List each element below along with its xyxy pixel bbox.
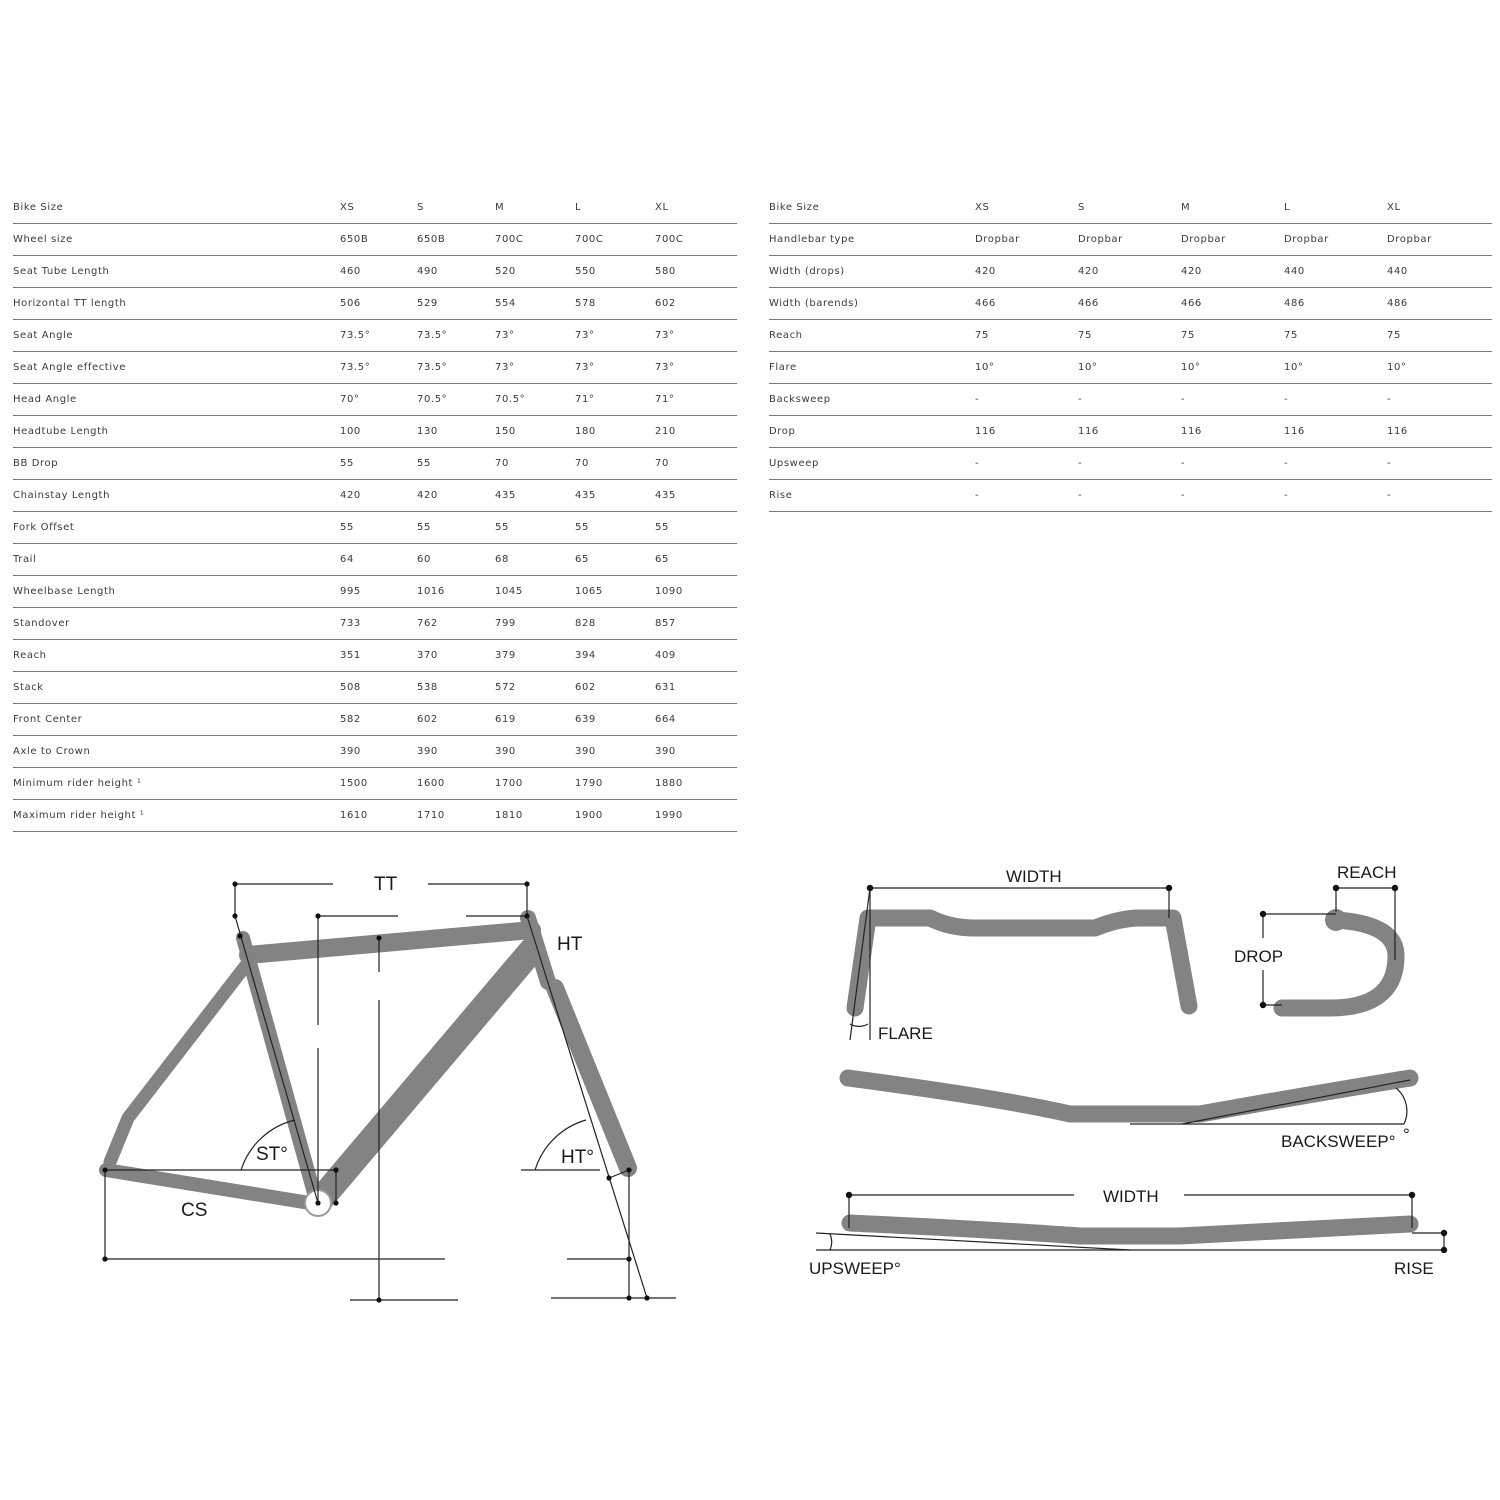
- row-value: 70.5°: [495, 384, 575, 416]
- row-value: 379: [495, 640, 575, 672]
- row-label: Seat Angle effective: [13, 352, 340, 384]
- size-header: M: [1181, 192, 1284, 224]
- row-value: 75: [1078, 320, 1181, 352]
- row-value: 55: [417, 512, 495, 544]
- handlebar-rear-view: [850, 1223, 1410, 1236]
- row-value: 65: [575, 544, 655, 576]
- row-value: 700C: [575, 224, 655, 256]
- row-label: BB Drop: [13, 448, 340, 480]
- size-header: S: [417, 192, 495, 224]
- row-value: 73.5°: [340, 352, 417, 384]
- row-label: Minimum rider height ¹: [13, 768, 340, 800]
- row-value: 55: [340, 448, 417, 480]
- row-value: 580: [655, 256, 737, 288]
- row-value: 460: [340, 256, 417, 288]
- row-value: 73.5°: [340, 320, 417, 352]
- row-label: Seat Angle: [13, 320, 340, 352]
- row-value: 435: [495, 480, 575, 512]
- row-value: 420: [975, 256, 1078, 288]
- row-value: 116: [1284, 416, 1387, 448]
- table-row: [13, 352, 737, 384]
- row-value: 1710: [417, 800, 495, 832]
- row-value: 75: [1387, 320, 1492, 352]
- row-value: 116: [1181, 416, 1284, 448]
- row-value: 486: [1284, 288, 1387, 320]
- table-row: [13, 384, 737, 416]
- fork: [555, 988, 628, 1168]
- row-value: 73.5°: [417, 352, 495, 384]
- row-value: 700C: [495, 224, 575, 256]
- row-value: 1900: [575, 800, 655, 832]
- ht-angle-label: HT°: [561, 1147, 594, 1168]
- row-value: 435: [575, 480, 655, 512]
- table-row: [13, 672, 737, 704]
- row-label: Wheel size: [13, 224, 340, 256]
- size-header: S: [1078, 192, 1181, 224]
- row-value: 828: [575, 608, 655, 640]
- row-value: 520: [495, 256, 575, 288]
- hood-clamp: [1325, 909, 1347, 931]
- down-tube: [322, 950, 532, 1198]
- row-value: 639: [575, 704, 655, 736]
- row-label: Horizontal TT length: [13, 288, 340, 320]
- row-label: Trail: [13, 544, 340, 576]
- row-value: 578: [575, 288, 655, 320]
- row-value: 10°: [1387, 352, 1492, 384]
- row-value: 68: [495, 544, 575, 576]
- table-row: [769, 352, 1492, 384]
- row-value: 73°: [575, 352, 655, 384]
- row-value: -: [1078, 480, 1181, 512]
- row-value: 1045: [495, 576, 575, 608]
- row-value: Dropbar: [975, 224, 1078, 256]
- row-value: 1990: [655, 800, 737, 832]
- row-value: -: [1181, 384, 1284, 416]
- size-header: M: [495, 192, 575, 224]
- upsweep-label: UPSWEEP°: [809, 1259, 901, 1278]
- row-value: 420: [1078, 256, 1181, 288]
- row-value: 420: [1181, 256, 1284, 288]
- row-value: 1500: [340, 768, 417, 800]
- backsweep-label: BACKSWEEP°: [1281, 1132, 1396, 1151]
- row-value: 582: [340, 704, 417, 736]
- row-value: 390: [575, 736, 655, 768]
- table-row: [13, 768, 737, 800]
- row-label: Width (drops): [769, 256, 975, 288]
- table-row: [769, 288, 1492, 320]
- row-value: 55: [495, 512, 575, 544]
- handlebar-front-view: [855, 918, 1189, 1008]
- row-value: 10°: [1181, 352, 1284, 384]
- row-value: 390: [495, 736, 575, 768]
- row-value: 73°: [495, 352, 575, 384]
- table-row: [13, 416, 737, 448]
- size-header: L: [1284, 192, 1387, 224]
- row-label: Headtube Length: [13, 416, 340, 448]
- row-value: 435: [655, 480, 737, 512]
- row-value: 1700: [495, 768, 575, 800]
- row-value: 762: [417, 608, 495, 640]
- row-value: Dropbar: [1387, 224, 1492, 256]
- row-value: 1810: [495, 800, 575, 832]
- row-value: 71°: [655, 384, 737, 416]
- row-value: 619: [495, 704, 575, 736]
- row-value: 486: [1387, 288, 1492, 320]
- row-label: Stack: [13, 672, 340, 704]
- row-label: Standover: [13, 608, 340, 640]
- row-value: 490: [417, 256, 495, 288]
- row-value: 466: [975, 288, 1078, 320]
- row-value: 799: [495, 608, 575, 640]
- backsweep-degree-mark: °: [1403, 1125, 1410, 1144]
- table-row: [769, 448, 1492, 480]
- table-row: [13, 512, 737, 544]
- row-value: -: [975, 480, 1078, 512]
- row-value: 1065: [575, 576, 655, 608]
- row-value: 394: [575, 640, 655, 672]
- row-value: 65: [655, 544, 737, 576]
- row-value: 1600: [417, 768, 495, 800]
- row-value: 602: [655, 288, 737, 320]
- row-value: 73°: [655, 320, 737, 352]
- table-row: [13, 800, 737, 832]
- row-label: Seat Tube Length: [13, 256, 340, 288]
- row-value: 550: [575, 256, 655, 288]
- width-top-label: WIDTH: [1006, 867, 1062, 886]
- row-value: -: [1387, 480, 1492, 512]
- row-value: 70: [575, 448, 655, 480]
- row-value: 506: [340, 288, 417, 320]
- row-value: 10°: [1078, 352, 1181, 384]
- row-value: 73°: [575, 320, 655, 352]
- row-value: 64: [340, 544, 417, 576]
- row-value: -: [1284, 448, 1387, 480]
- handlebar-geometry-diagram: [760, 840, 1500, 1300]
- row-value: 1016: [417, 576, 495, 608]
- ht-label: HT: [557, 934, 583, 955]
- row-value: 75: [1181, 320, 1284, 352]
- row-value: 10°: [1284, 352, 1387, 384]
- row-value: Dropbar: [1181, 224, 1284, 256]
- row-value: 100: [340, 416, 417, 448]
- row-label: Fork Offset: [13, 512, 340, 544]
- table-header-row: [769, 192, 1492, 224]
- table-row: [13, 736, 737, 768]
- flare-label: FLARE: [878, 1024, 933, 1043]
- table-row: [769, 320, 1492, 352]
- row-value: -: [1387, 448, 1492, 480]
- row-label: Chainstay Length: [13, 480, 340, 512]
- row-value: 60: [417, 544, 495, 576]
- table-row: [13, 288, 737, 320]
- tt-label: TT: [374, 874, 398, 895]
- row-label: Head Angle: [13, 384, 340, 416]
- row-value: 664: [655, 704, 737, 736]
- row-value: 73°: [655, 352, 737, 384]
- row-value: -: [1284, 384, 1387, 416]
- handlebar-side-view: [1282, 920, 1396, 1008]
- row-value: 130: [417, 416, 495, 448]
- row-value: 210: [655, 416, 737, 448]
- row-value: 700C: [655, 224, 737, 256]
- row-value: 466: [1078, 288, 1181, 320]
- row-value: 631: [655, 672, 737, 704]
- row-value: 409: [655, 640, 737, 672]
- row-value: 650B: [417, 224, 495, 256]
- row-label: Rise: [769, 480, 975, 512]
- drop-label: DROP: [1234, 947, 1284, 966]
- row-label: Axle to Crown: [13, 736, 340, 768]
- size-header: L: [575, 192, 655, 224]
- table-header-row: [13, 192, 737, 224]
- row-label: Drop: [769, 416, 975, 448]
- row-value: 10°: [975, 352, 1078, 384]
- row-value: -: [975, 384, 1078, 416]
- row-value: 1610: [340, 800, 417, 832]
- row-value: 351: [340, 640, 417, 672]
- row-value: -: [1078, 448, 1181, 480]
- row-value: 733: [340, 608, 417, 640]
- table-row: [769, 384, 1492, 416]
- row-label: Reach: [769, 320, 975, 352]
- row-value: -: [1181, 480, 1284, 512]
- row-value: 116: [1078, 416, 1181, 448]
- row-value: 538: [417, 672, 495, 704]
- row-value: 390: [417, 736, 495, 768]
- row-label: Backsweep: [769, 384, 975, 416]
- row-value: 390: [655, 736, 737, 768]
- size-header: XS: [975, 192, 1078, 224]
- row-value: 70: [495, 448, 575, 480]
- row-value: 55: [655, 512, 737, 544]
- row-value: 75: [1284, 320, 1387, 352]
- row-value: 440: [1387, 256, 1492, 288]
- row-value: Dropbar: [1078, 224, 1181, 256]
- top-tube: [248, 930, 532, 955]
- table-row: [769, 224, 1492, 256]
- size-header: XL: [655, 192, 737, 224]
- row-value: 650B: [340, 224, 417, 256]
- row-value: 1090: [655, 576, 737, 608]
- row-value: 73°: [495, 320, 575, 352]
- row-value: 857: [655, 608, 737, 640]
- table-row: [13, 704, 737, 736]
- row-label: Reach: [13, 640, 340, 672]
- row-value: 1880: [655, 768, 737, 800]
- row-value: 572: [495, 672, 575, 704]
- table-row: [13, 320, 737, 352]
- row-label: Front Center: [13, 704, 340, 736]
- table-row: [13, 448, 737, 480]
- table-row: [13, 256, 737, 288]
- rise-label: RISE: [1394, 1259, 1434, 1278]
- size-header: XS: [340, 192, 417, 224]
- frame-tubes: [106, 918, 628, 1204]
- chain-stay: [106, 1170, 316, 1204]
- row-value: 71°: [575, 384, 655, 416]
- row-value: -: [1387, 384, 1492, 416]
- row-value: 529: [417, 288, 495, 320]
- table-row: [13, 224, 737, 256]
- row-value: -: [975, 448, 1078, 480]
- row-value: 70°: [340, 384, 417, 416]
- table-row: [13, 480, 737, 512]
- cs-label: CS: [181, 1200, 208, 1221]
- row-value: 466: [1181, 288, 1284, 320]
- table-row: [13, 608, 737, 640]
- row-label: Maximum rider height ¹: [13, 800, 340, 832]
- row-label: Upsweep: [769, 448, 975, 480]
- row-value: 370: [417, 640, 495, 672]
- row-value: 116: [975, 416, 1078, 448]
- st-angle-label: ST°: [256, 1144, 288, 1165]
- row-value: 1790: [575, 768, 655, 800]
- seat-stay: [110, 960, 250, 1162]
- table-row: [13, 544, 737, 576]
- handlebar-table: [769, 192, 1492, 512]
- row-value: 180: [575, 416, 655, 448]
- row-value: 602: [417, 704, 495, 736]
- width-bottom-label: WIDTH: [1103, 1187, 1159, 1206]
- row-value: 70.5°: [417, 384, 495, 416]
- table-row: [769, 480, 1492, 512]
- row-label: Width (barends): [769, 288, 975, 320]
- header-label: Bike Size: [769, 192, 975, 224]
- table-row: [13, 576, 737, 608]
- table-row: [13, 640, 737, 672]
- geometry-table: [13, 192, 737, 832]
- row-value: 554: [495, 288, 575, 320]
- row-value: 55: [575, 512, 655, 544]
- row-value: 508: [340, 672, 417, 704]
- row-value: 150: [495, 416, 575, 448]
- row-value: 420: [417, 480, 495, 512]
- row-label: Wheelbase Length: [13, 576, 340, 608]
- row-value: -: [1284, 480, 1387, 512]
- table-row: [769, 416, 1492, 448]
- table-row: [769, 256, 1492, 288]
- frame-geometry-diagram: [0, 840, 750, 1340]
- row-value: 73.5°: [417, 320, 495, 352]
- row-value: Dropbar: [1284, 224, 1387, 256]
- row-value: 602: [575, 672, 655, 704]
- row-value: 55: [340, 512, 417, 544]
- header-label: Bike Size: [13, 192, 340, 224]
- row-value: -: [1181, 448, 1284, 480]
- row-value: 75: [975, 320, 1078, 352]
- row-value: 116: [1387, 416, 1492, 448]
- row-label: Handlebar type: [769, 224, 975, 256]
- row-label: Flare: [769, 352, 975, 384]
- row-value: 440: [1284, 256, 1387, 288]
- row-value: 55: [417, 448, 495, 480]
- row-value: -: [1078, 384, 1181, 416]
- row-value: 390: [340, 736, 417, 768]
- row-value: 995: [340, 576, 417, 608]
- size-header: XL: [1387, 192, 1492, 224]
- row-value: 420: [340, 480, 417, 512]
- reach-label: REACH: [1337, 863, 1397, 882]
- row-value: 70: [655, 448, 737, 480]
